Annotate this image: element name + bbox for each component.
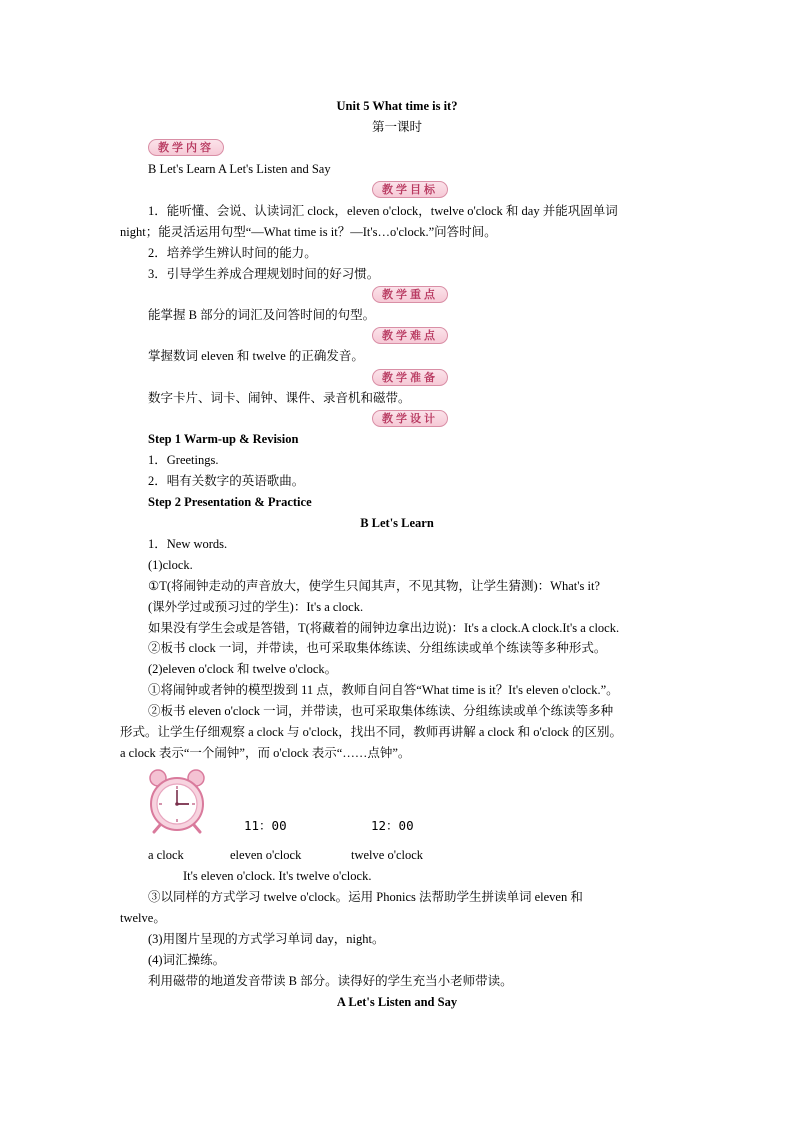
badge-teaching-content: 教学内容: [148, 139, 224, 156]
step2-line-8: ①将闹钟或者钟的模型拨到 11 点，教师自问自答“What time is it？It's eleven o'clock.”。: [148, 683, 619, 697]
page-subtitle: 第一课时: [371, 120, 422, 134]
key-point: 能掌握 B 部分的词汇及问答时间的句型。: [148, 308, 376, 322]
step2-line-12: ③以同样的方式学习 twelve o'clock。运用 Phonics 法帮助学生拼读单词 eleven 和: [148, 890, 583, 904]
step2-line-2: (1)clock.: [148, 558, 193, 572]
section-b-lets-learn: B Let's Learn: [360, 516, 434, 530]
caption-eleven-oclock: eleven o'clock: [230, 848, 302, 862]
caption-sentences: It's eleven o'clock. It's twelve o'clock.: [183, 869, 372, 883]
step2-line-9: ②板书 eleven o'clock 一词，并带读，也可采取集体练读、分组练读或单个练读等多种: [148, 704, 614, 718]
badge-key-point: 教学重点: [372, 286, 448, 303]
step1-line-2: 2．唱有关数字的英语歌曲。: [148, 474, 305, 488]
badge-preparation: 教学准备: [372, 369, 448, 386]
page-title: Unit 5 What time is it?: [336, 99, 458, 113]
step2-line-7: (2)eleven o'clock 和 twelve o'clock。: [148, 662, 338, 676]
step2-line-4: (课外学过或预习过的学生)：It's a clock.: [148, 600, 364, 614]
badge-difficult-point: 教学难点: [372, 327, 448, 344]
step2-heading: Step 2 Presentation & Practice: [148, 495, 312, 509]
difficult-point: 掌握数词 eleven 和 twelve 的正确发音。: [148, 349, 364, 363]
step2-line-5: 如果没有学生会或是答错，T(将藏着的闹钟边拿出边说)：It's a clock.A clock.It's a clock.: [148, 621, 620, 635]
time-display-eleven: 11：00: [244, 818, 287, 833]
caption-a-clock: a clock: [148, 848, 184, 862]
goal-2: 2．培养学生辨认时间的能力。: [148, 246, 317, 260]
step2-line-3: ①T(将闹钟走动的声音放大，使学生只闻其声，不见其物，让学生猜测)：What's it?: [148, 579, 600, 593]
step2-line-6: ②板书 clock 一词，并带读，也可采取集体练读、分组练读或单个练读等多种形式。: [148, 641, 607, 655]
step2-line-16: 利用磁带的地道发音带读 B 部分。读得好的学生充当小老师带读。: [148, 974, 513, 988]
alarm-clock-icon: [146, 768, 208, 834]
step2-line-1: 1．New words.: [148, 537, 228, 551]
step1-line-1: 1．Greetings.: [148, 453, 219, 467]
step2-line-11: a clock 表示“一个闹钟”，而 o'clock 表示“……点钟”。: [120, 746, 411, 760]
goal-1-line-a: 1．能听懂、会说、认读词汇 clock，eleven o'clock，twelve o'clock 和 day 并能巩固单词: [148, 204, 618, 218]
badge-teaching-design: 教学设计: [372, 410, 448, 427]
step2-line-14: (3)用图片呈现的方式学习单词 day，night。: [148, 932, 385, 946]
step2-line-13: twelve。: [120, 911, 166, 925]
caption-twelve-oclock: twelve o'clock: [351, 848, 424, 862]
goal-3: 3．引导学生养成合理规划时间的好习惯。: [148, 267, 380, 281]
step1-heading: Step 1 Warm-up & Revision: [148, 432, 299, 446]
section-a-listen-and-say: A Let's Listen and Say: [336, 995, 458, 1009]
step2-line-15: (4)词汇操练。: [148, 953, 226, 967]
goal-1-line-b: night；能灵活运用句型“—What time is it？—It's…o'clock.”问答时间。: [120, 225, 497, 239]
time-display-twelve: 12：00: [371, 818, 414, 833]
content-line: B Let's Learn A Let's Listen and Say: [148, 162, 331, 176]
preparation: 数字卡片、词卡、闹钟、课件、录音机和磁带。: [148, 391, 411, 405]
badge-teaching-goals: 教学目标: [372, 181, 448, 198]
step2-line-10: 形式。让学生仔细观察 a clock 与 o'clock，找出不同，教师再讲解 a clock 和 o'clock 的区别。: [120, 725, 623, 739]
